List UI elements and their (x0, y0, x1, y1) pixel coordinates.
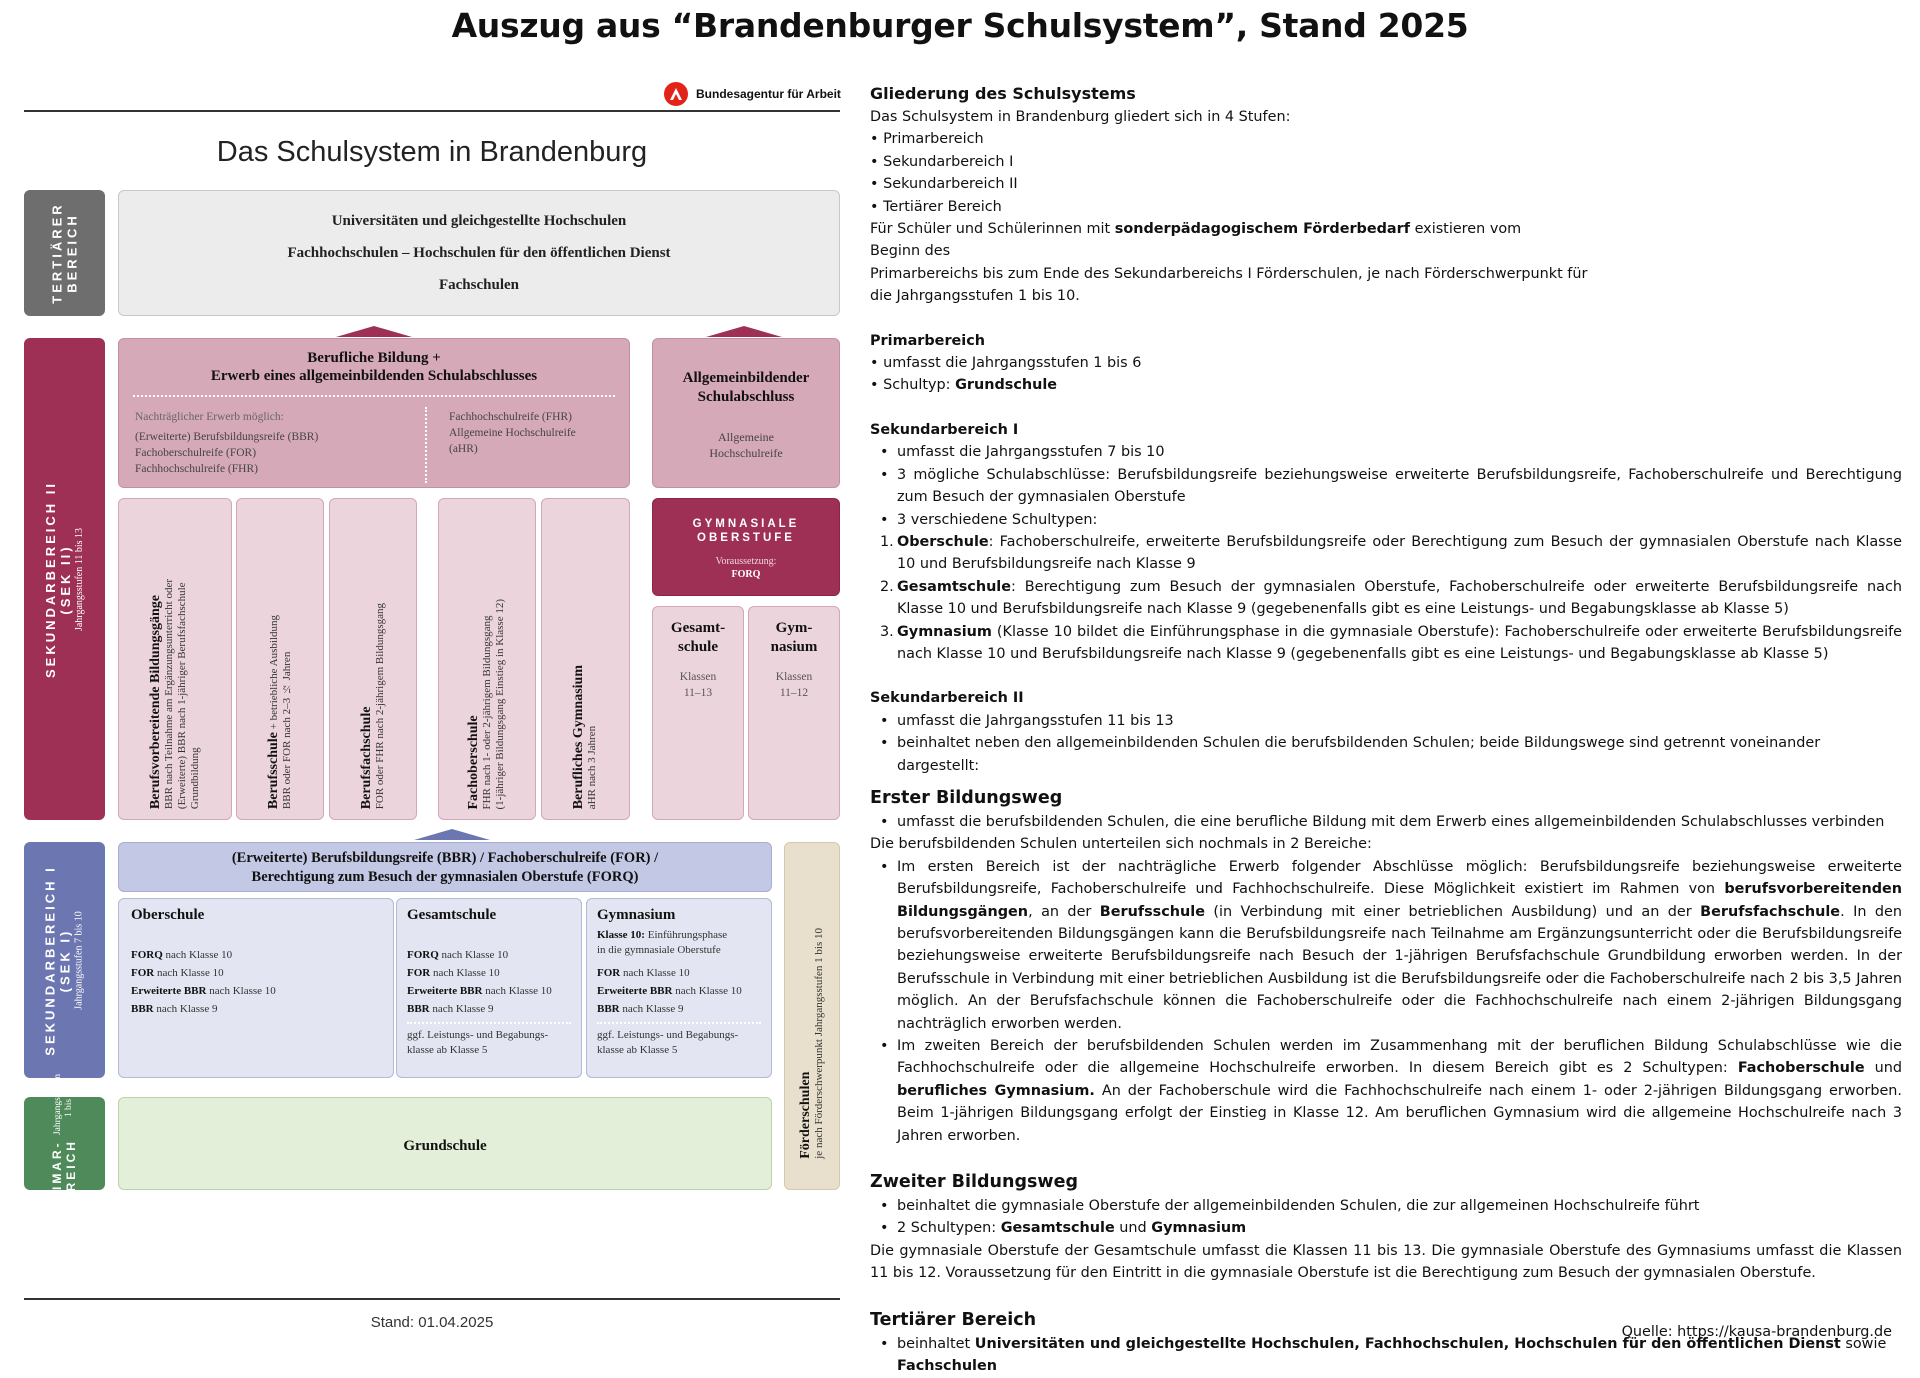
col-line: FOR oder FHR nach 2-jährigem Bildungsgang (373, 602, 386, 809)
tertiaer-item: • beinhaltet Universitäten und gleichgestellte Hochschulen, Fachhochschulen, Hochschulen für den öffentlichen Dienst sowie Fachschulen (870, 1333, 1902, 1378)
berufliche-right-line: (aHR) (449, 443, 478, 455)
foerder-title: Förderschulen (797, 1071, 813, 1159)
band-sek2-small: Jahrgangsstufen 11 bis 13 (74, 527, 86, 631)
gl-item: • Sekundarbereich I (870, 153, 1014, 170)
band-tertiary (24, 190, 105, 316)
sek1-item: • umfasst die Jahrgangsstufen 7 bis 10 (870, 441, 1902, 463)
col-line: aHR nach 3 Jahren (586, 725, 598, 809)
band-primar-l2: BEREICH (64, 1138, 79, 1214)
erster-item: • Im ersten Bereich ist der nachträgliche Erwerb folgender Abschlüsse möglich: Berufsbildungsreife beziehungsweise erweiterte Berufsbildungsreife, Fachoberschulreife und Fachhochschulreife. Diese Möglichkeit existiert im Rahmen von berufsvorbereitenden Bildungsgängen, an der Berufsschule (in Verbindung mit einer betrieblichen Ausbildung) und an der Berufsfachschule. In den berufsvorbereitenden Bildungsgängen kann die Berufsbildungsreife nach Teilnahme am Ergänzungsunterricht oder die Berufsbildungsreife beziehungsweise erweiterte Berufsbildungsreife nach Besuch der 1-jährigen Berufsfachschule Grundbildung erworben werden. In der Berufsschule in Verbindung mit einer betrieblichen Ausbildung ist die Berufsbildungsreife oder die Fachoberschulreife nach 2 bis 3,5 Jahren möglich. An der Berufsfachschule können die Fachoberschulreife oder die Fachhochschulreife nach einem 2-jährigen Bildungsgang nachträglich erworben werden. (870, 856, 1902, 1035)
zweiter-item: • 2 Schultypen: Gesamtschule und Gymnasium (870, 1217, 1902, 1239)
band-sek1 (24, 842, 105, 1078)
source-link[interactable]: Quelle: https://kausa-brandenburg.de (1621, 1324, 1892, 1340)
gl-intro: Das Schulsystem in Brandenburg gliedert sich in 4 Stufen: (870, 109, 1291, 125)
band-sek1-small: Jahrgangsstufen 7 bis 10 (74, 910, 85, 1010)
gymnasium-extra: ggf. Leistungs- und Begabungs- (597, 1029, 739, 1041)
gesamtschule-line: FOR nach Klasse 10 (407, 967, 500, 979)
col-berufsschule (236, 498, 324, 820)
tertiary-line-1: Universitäten und gleichgestellte Hochschulen (331, 213, 627, 229)
band-tertiary-l2: BEREICH (64, 213, 80, 293)
col-berufliches-gymnasium (541, 498, 630, 820)
heading-erster-bildungsweg: Erster Bildungsweg (870, 787, 1063, 808)
dotted-divider (425, 407, 427, 483)
gymnasium-k10-2: in die gymnasiale Oberstufe (597, 944, 721, 956)
sek1-item: • 3 mögliche Schulabschlüsse: Berufsbildungsreife beziehungsweise erweiterte Berufsbildungsreife, Fachoberschulreife und Berechtigung zum Besuch der gymnasialen Oberstufe (870, 464, 1902, 509)
band-sek1-l1: SEKUNDARBEREICH I (43, 864, 58, 1056)
foerderschulen-box (784, 842, 840, 1190)
gesamtschule-box (396, 898, 582, 1078)
allgemein-box (652, 338, 840, 488)
sek1-item: • 3 verschiedene Schultypen: (870, 509, 1902, 531)
arrow-up-icon (706, 326, 782, 337)
gym-small-t2: nasium (770, 639, 818, 655)
berufliche-left-line: (Erweiterte) Berufsbildungsreife (BBR) (135, 431, 319, 443)
tertiary-line-3: Fachschulen (438, 277, 519, 293)
col-line: BBR oder FOR nach 2–3 ½ Jahren (280, 651, 293, 809)
berufliche-left-line: Fachhochschulreife (FHR) (135, 463, 258, 475)
gesamt-small-k: Klassen (679, 671, 717, 683)
gymnasium-extra: klasse ab Klasse 5 (597, 1044, 678, 1056)
gesamtschule-extra: ggf. Leistungs- und Begabungs- (407, 1029, 549, 1041)
logo-text: Bundesagentur für Arbeit (696, 87, 841, 101)
bundesagentur-logo-icon (664, 82, 688, 106)
page-title: Auszug aus “Brandenburger Schulsystem”, Stand 2025 (451, 6, 1469, 45)
sek1-schultyp: 1. Oberschule: Fachoberschulreife, erweiterte Berufsbildungsreife oder Berechtigung zum Besuch der gymnasialen Oberstufe nach Klasse 10 und Berufsbildungsreife nach Klasse 9 (880, 533, 1902, 573)
band-primar-small: 1 bis 6 (64, 1091, 75, 1117)
arrow-up-icon (414, 829, 490, 840)
sek2-item: • umfasst die Jahrgangsstufen 11 bis 13 (870, 710, 1902, 732)
col-berufsfachschule (329, 498, 417, 820)
col-title: Berufsvorbereitende Bildungsgänge (147, 594, 163, 809)
berufliche-bildung-box (118, 338, 630, 488)
gesamt-small-r: 11–13 (683, 687, 713, 699)
gym-ober-forq: FORQ (731, 569, 761, 580)
allgemein-sub-1: Allgemeine (718, 430, 774, 444)
gl-item: • Primarbereich (870, 131, 984, 148)
top-divider (24, 110, 840, 112)
diagram-title: Das Schulsystem in Brandenburg (216, 136, 648, 168)
col-berufsvorbereitende (118, 498, 232, 820)
heading-sek1: Sekundarbereich I (870, 421, 1019, 438)
zweiter-item: • beinhaltet die gymnasiale Oberstufe der allgemeinbildenden Schulen, die zur allgemeinen Hochschulreife führt (870, 1195, 1902, 1217)
berufliche-title-1: Berufliche Bildung + (307, 350, 441, 366)
gesamtschule-line: Erweiterte BBR nach Klasse 10 (407, 985, 552, 997)
oberschule-line: FORQ nach Klasse 10 (131, 949, 233, 961)
zweiter-para: Die gymnasiale Oberstufe der Gesamtschule umfasst die Klassen 11 bis 13. Die gymnasiale Oberstufe des Gymnasiums umfasst die Klassen 11 bis 12. Voraussetzung für den Eintritt in die gymnasiale Oberstufe ist die Berechtigung zum Besuch der gymnasialen Oberstufe. (870, 1242, 1902, 1282)
erster-para: Die berufsbildenden Schulen unterteilen sich nochmals in 2 Bereiche: (870, 836, 1372, 853)
col-fachoberschule (438, 498, 536, 820)
gesamtschule-line: BBR nach Klasse 9 (407, 1003, 494, 1015)
gym-small-r: 11–12 (779, 687, 809, 699)
logo (664, 82, 841, 106)
gym-ober-vor: Voraussetzung: (715, 556, 777, 567)
gym-oberstufe-box (652, 498, 840, 596)
primar-item: • Schultyp: Grundschule (870, 377, 1058, 394)
col-title-suffix: + betriebliche Ausbildung (267, 614, 280, 732)
oberschule-line: BBR nach Klasse 9 (131, 1003, 218, 1015)
col-title: Fachoberschule (466, 714, 481, 809)
band-primar-l1: PRIMAR- (50, 1139, 65, 1213)
gesamtschule-line: FORQ nach Klasse 10 (407, 949, 509, 961)
heading-zweiter-bildungsweg: Zweiter Bildungsweg (870, 1172, 1078, 1193)
oberschule-box (118, 898, 394, 1078)
band-primar-small: Jahrgangsstufen (53, 1073, 64, 1135)
gymnasium-oberstufe-box (748, 606, 840, 820)
gymnasium-line: BBR nach Klasse 9 (597, 1003, 684, 1015)
foerder-sub: je nach Förderschwerpunkt Jahrgangsstufen 1 bis 10 (812, 928, 825, 1159)
grundschule-label: Grundschule (403, 1138, 487, 1154)
gesamtschule-title: Gesamtschule (407, 907, 497, 923)
band-tertiary-l1: TERTIÄRER (49, 202, 65, 304)
band-primar (24, 1073, 105, 1214)
gl-para: die Jahrgangsstufen 1 bis 10. (870, 288, 1080, 305)
gl-item: • Tertiärer Bereich (870, 198, 1002, 215)
gym-small-t1: Gym- (775, 620, 813, 636)
arrow-up-icon (336, 326, 412, 337)
band-sek1-l2: (SEK I) (58, 928, 73, 992)
primar-item: • umfasst die Jahrgangsstufen 1 bis 6 (870, 355, 1142, 372)
bottom-divider (24, 1298, 840, 1300)
gym-small-k: Klassen (775, 671, 813, 683)
sek1-schultyp: 3. Gymnasium (Klasse 10 bildet die Einführungsphase in die gymnasiale Oberstufe): Fachoberschulreife oder erweiterte Berufsbildungsreife nach Klasse 10 und Berufsbildungsreife nach Klasse 9 (gegebenenfalls gibt es eine Leistungs- und Begabungsklasse ab Klasse 5) (880, 623, 1902, 662)
gl-para: Primarbereichs bis zum Ende des Sekundarbereichs I Förderschulen, je nach Förderschwerpunkt für (870, 265, 1588, 282)
gl-item: • Sekundarbereich II (870, 176, 1018, 193)
col-line: BBR nach Teilnahme am Ergänzungsunterricht oder (162, 578, 175, 809)
band-sek2 (24, 338, 105, 820)
col-title: Berufsfachschule (358, 706, 374, 809)
oberschule-title: Oberschule (131, 907, 205, 923)
band-sek2-l2: (SEK II) (58, 543, 74, 615)
tertiary-line-2: Fachhochschulen – Hochschulen für den öffentlichen Dienst (287, 245, 671, 261)
gymnasium-k10: Klasse 10: Einführungsphase (597, 929, 728, 941)
gymnasium-title: Gymnasium (597, 907, 676, 923)
col-line: Grundbildung (188, 747, 201, 809)
heading-tertiaer: Tertiärer Bereich (870, 1309, 1037, 1330)
gym-ober-title-1: GYMNASIALE (692, 518, 800, 530)
allgemein-sub-2: Hochschulreife (709, 446, 783, 460)
gym-ober-title-2: OBERSTUFE (697, 532, 795, 544)
gymnasium-box (586, 898, 772, 1078)
dotted-divider (133, 395, 615, 397)
gesamt-small-t2: schule (677, 639, 718, 655)
grundschule-box (118, 1097, 772, 1190)
erster-item: • Im zweiten Bereich der berufsbildenden Schulen werden im Zusammenhang mit der beruflichen Bildung Schulabschlüsse wie die Fachhochschulreife oder die allgemeine Hochschulreife erworben. In diesem Bereich gibt es 2 Schultypen: Fachoberschule und berufliches Gymnasium. An der Fachoberschule wird die Fachhochschulreife nach einem 1- oder 2-jährigen Bildungsgang erworben. Beim 1-jährigen Bildungsgang erfolgt der Einstieg in Klasse 12. Am beruflichen Gymnasium wird die allgemeine Hochschulreife nach 3 Jahren erworben. (870, 1035, 1902, 1147)
berufliche-left-head: Nachträglicher Erwerb möglich: (135, 411, 284, 423)
col-line: FHR nach 1- oder 2-jährigem Bildungsgang (481, 615, 493, 809)
gesamt-small-t1: Gesamt- (670, 620, 726, 636)
sek1-head-1: (Erweiterte) Berufsbildungsreife (BBR) / Fachoberschulreife (FOR) / (231, 850, 659, 866)
gl-para: Für Schüler und Schülerinnen mit sonderpädagogischem Förderbedarf existieren vom Beginn des (870, 221, 1522, 260)
oberschule-line: Erweiterte BBR nach Klasse 10 (131, 985, 276, 997)
sek1-schultyp: 2. Gesamtschule: Berechtigung zum Besuch der gymnasialen Oberstufe, Fachoberschulreife oder erweiterte Berufsbildungsreife nach Klasse 10 und Berufsbildungsreife nach Klasse 9 (gegebenenfalls gibt es eine Leistungs- und Begabungsklasse ab Klasse 5) (880, 578, 1902, 618)
sek1-head-2: Berechtigung zum Besuch der gymnasialen Oberstufe (FORQ) (251, 869, 639, 885)
allgemein-title-2: Schulabschluss (697, 389, 795, 405)
tertiary-box (118, 190, 840, 316)
stand-date: Stand: 01.04.2025 (370, 1314, 494, 1331)
berufliche-title-2: Erwerb eines allgemeinbildenden Schulabschlusses (210, 368, 538, 384)
col-line: (1-jähriger Bildungsgang Einstieg in Klasse 12) (494, 598, 506, 809)
berufliche-left-line: Fachoberschulreife (FOR) (135, 447, 257, 459)
gymnasium-line: FOR nach Klasse 10 (597, 967, 690, 979)
berufliche-right-line: Fachhochschulreife (FHR) (449, 411, 572, 423)
heading-sek2: Sekundarbereich II (870, 690, 1024, 707)
band-sek2-l1: SEKUNDARBEREICH II (43, 480, 59, 678)
oberschule-line: FOR nach Klasse 10 (131, 967, 224, 979)
gesamtschule-extra: klasse ab Klasse 5 (407, 1044, 488, 1056)
sek1-abschluss-box (118, 842, 772, 892)
heading-gliederung: Gliederung des Schulsystems (870, 84, 1136, 103)
allgemein-title-1: Allgemeinbildender (682, 370, 810, 386)
col-line: (Erweiterte) BBR nach 1-jähriger Berufsfachschule (175, 582, 188, 809)
heading-primar: Primarbereich (870, 332, 986, 349)
gymnasium-line: Erweiterte BBR nach Klasse 10 (597, 985, 742, 997)
erster-item: • umfasst die berufsbildenden Schulen, die eine berufliche Bildung mit dem Erwerb eines allgemeinbildenden Schulabschlusses verbinden (870, 811, 1902, 833)
col-title: Berufsschule (265, 732, 281, 809)
gesamtschule-oberstufe-box (652, 606, 744, 820)
sek2-item: • beinhaltet neben den allgemeinbildenden Schulen die berufsbildenden Schulen; beide Bildungswege sind getrennt voneinander dargestellt: (870, 732, 1902, 777)
berufliche-right-line: Allgemeine Hochschulreife (449, 427, 576, 439)
col-title: Berufliches Gymnasium (571, 664, 586, 809)
text-column (870, 82, 1902, 1378)
